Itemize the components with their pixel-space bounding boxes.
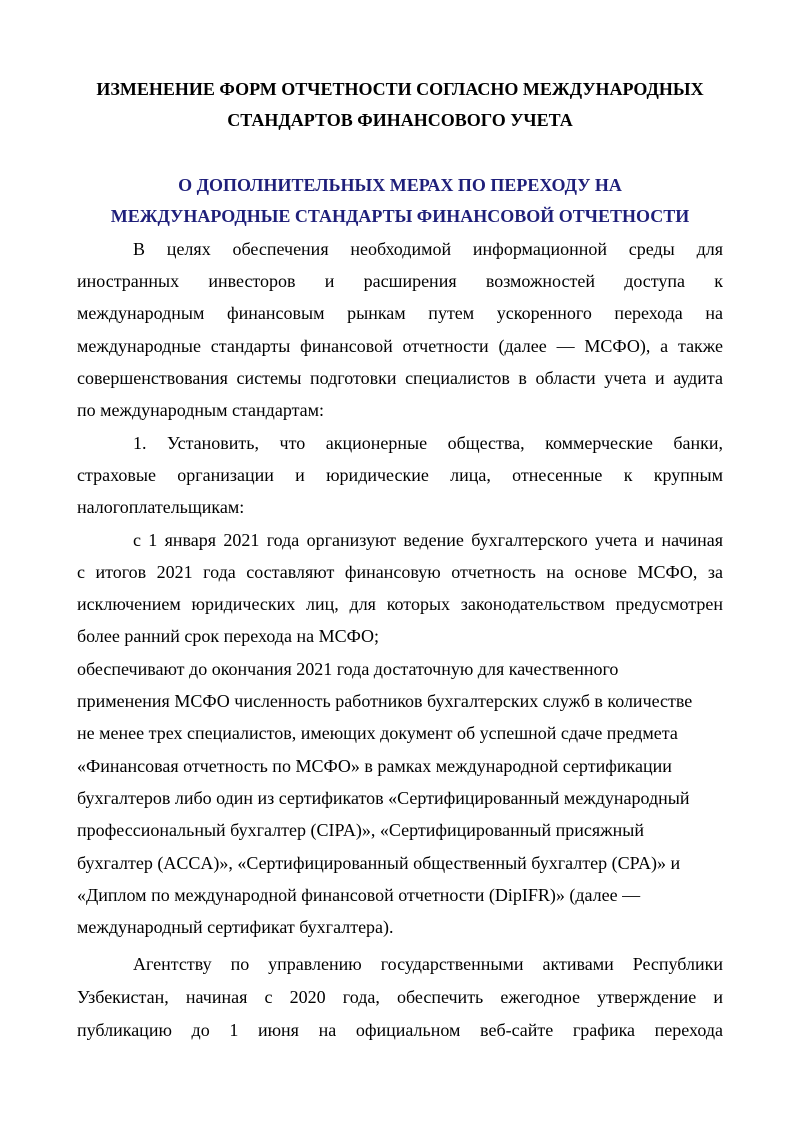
body-text-line: «Диплом по международной финансовой отчетности (DipIFR)» (далее —	[77, 885, 641, 905]
document-title	[60, 74, 740, 136]
document-subtitle	[60, 170, 740, 232]
body-text-line: налогоплательщикам:	[77, 497, 245, 517]
body-text-line: Узбекистан, начиная с 2020 года, обеспечить ежегодное утверждение и	[77, 987, 723, 1007]
body-text-line: страховые организации и юридические лица, отнесенные к крупным	[77, 465, 723, 485]
body-text-line: профессиональный бухгалтер (CIPA)», «Сертифицированный присяжный	[77, 820, 644, 840]
body-text-line: В целях обеспечения необходимой информационной среды для	[133, 239, 723, 259]
body-text-line: совершенствования системы подготовки специалистов в области учета и аудита	[77, 368, 723, 388]
document-subtitle-line: О ДОПОЛНИТЕЛЬНЫХ МЕРАХ ПО ПЕРЕХОДУ НА	[178, 175, 622, 195]
body-text-line: международным финансовым рынкам путем ускоренного перехода на	[77, 303, 723, 323]
body-text-line: 1. Установить, что акционерные общества, коммерческие банки,	[133, 433, 723, 453]
body-text-line: международные стандарты финансовой отчетности (далее — МСФО), а также	[77, 336, 723, 356]
body-text-line: исключением юридических лиц, для которых законодательством предусмотрен	[77, 594, 723, 614]
body-text-line: международный сертификат бухгалтера).	[77, 917, 394, 937]
body-text-line: бухгалтер (ACCA)», «Сертифицированный общественный бухгалтер (CPA)» и	[77, 853, 681, 873]
body-text-line: иностранных инвесторов и расширения возможностей доступа к	[77, 271, 723, 291]
body-text-line: с итогов 2021 года составляют финансовую отчетность на основе МСФО, за	[77, 562, 723, 582]
document-subtitle-line: МЕЖДУНАРОДНЫЕ СТАНДАРТЫ ФИНАНСОВОЙ ОТЧЕТНОСТИ	[110, 206, 690, 226]
body-text-line: обеспечивают до окончания 2021 года достаточную для качественного	[77, 659, 619, 679]
body-text-line: применения МСФО численность работников бухгалтерских служб в количестве	[77, 691, 693, 711]
body-text-line: не менее трех специалистов, имеющих документ об успешной сдаче предмета	[77, 723, 678, 743]
body-text-line: публикацию до 1 июня на официальном веб-сайте графика перехода	[77, 1020, 723, 1040]
body-text-line: бухгалтеров либо один из сертификатов «Сертифицированный международный	[77, 788, 690, 808]
body-text-line: более ранний срок перехода на МСФО;	[77, 626, 380, 646]
document-title-line: ИЗМЕНЕНИЕ ФОРМ ОТЧЕТНОСТИ СОГЛАСНО МЕЖДУНАРОДНЫХ	[96, 79, 704, 99]
body-text-line: «Финансовая отчетность по МСФО» в рамках международной сертификации	[77, 756, 672, 776]
body-text-line: Агентству по управлению государственными активами Республики	[133, 954, 723, 974]
document-title-line: СТАНДАРТОВ ФИНАНСОВОГО УЧЕТА	[227, 110, 573, 130]
body-text-line: с 1 января 2021 года организуют ведение бухгалтерского учета и начиная	[133, 530, 723, 550]
body-text-line: по международным стандартам:	[77, 400, 325, 420]
